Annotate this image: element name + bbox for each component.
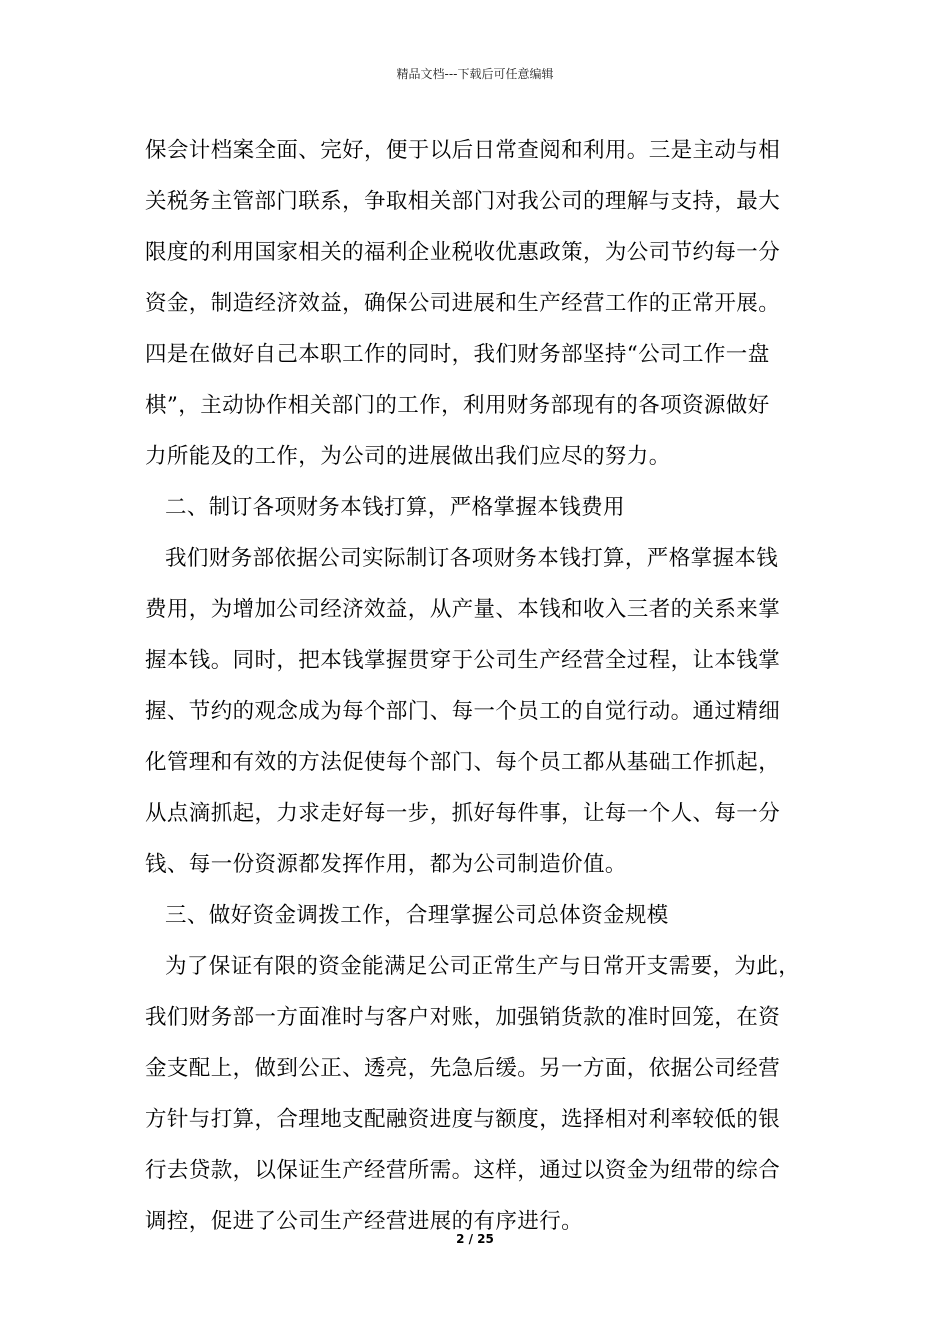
text-line: 保会计档案全面、完好，便于以后日常查阅和利用。三是主动与相: [145, 138, 781, 163]
text-line: 资金，制造经济效益，确保公司进展和生产经营工作的正常开展。: [145, 291, 781, 316]
text-line: 棋”，主动协作相关部门的工作，利用财务部现有的各项资源做好: [145, 393, 770, 418]
text-line: 力所能及的工作，为公司的进展做出我们应尽的努力。: [145, 444, 671, 469]
text-line: 从点滴抓起，力求走好每一步，抓好每件事，让每一个人、每一分: [145, 801, 781, 826]
document-body: [145, 125, 810, 1247]
text-line: 调控，促进了公司生产经营进展的有序进行。: [145, 1209, 584, 1234]
page-header: 精品文档---下载后可任意编辑: [396, 67, 554, 81]
text-line: 限度的利用国家相关的福利企业税收优惠政策，为公司节约每一分: [145, 240, 781, 265]
text-line: 费用，为增加公司经济效益，从产量、本钱和收入三者的关系来掌: [145, 597, 781, 622]
text-line: 三、做好资金调拨工作，合理掌握公司总体资金规模: [165, 903, 669, 928]
text-line: 行去贷款，以保证生产经营所需。这样，通过以资金为纽带的综合: [145, 1158, 781, 1183]
text-line: 握本钱。同时，把本钱掌握贯穿于公司生产经营全过程，让本钱掌: [145, 648, 781, 673]
text-line: 方针与打算，合理地支配融资进度与额度，选择相对利率较低的银: [145, 1107, 781, 1132]
text-line: 二、制订各项财务本钱打算，严格掌握本钱费用: [165, 495, 625, 520]
text-line: 四是在做好自己本职工作的同时，我们财务部坚持“公司工作一盘: [145, 342, 770, 367]
text-line: 关税务主管部门联系，争取相关部门对我公司的理解与支持，最大: [145, 189, 781, 214]
text-line: 化管理和有效的方法促使每个部门、每个员工都从基础工作抓起，: [145, 750, 781, 775]
text-line: 握、节约的观念成为每个部门、每一个员工的自觉行动。通过精细: [145, 699, 781, 724]
page-number: 2 / 25: [456, 1232, 494, 1246]
text-line: 为了保证有限的资金能满足公司正常生产与日常开支需要，为此，: [165, 954, 801, 979]
text-line: 钱、每一份资源都发挥作用，都为公司制造价值。: [145, 852, 627, 877]
text-line: 我们财务部一方面准时与客户对账，加强销货款的准时回笼，在资: [145, 1005, 781, 1030]
text-line: 金支配上，做到公正、透亮，先急后缓。另一方面，依据公司经营: [145, 1056, 781, 1081]
text-line: 我们财务部依据公司实际制订各项财务本钱打算，严格掌握本钱: [165, 546, 779, 571]
